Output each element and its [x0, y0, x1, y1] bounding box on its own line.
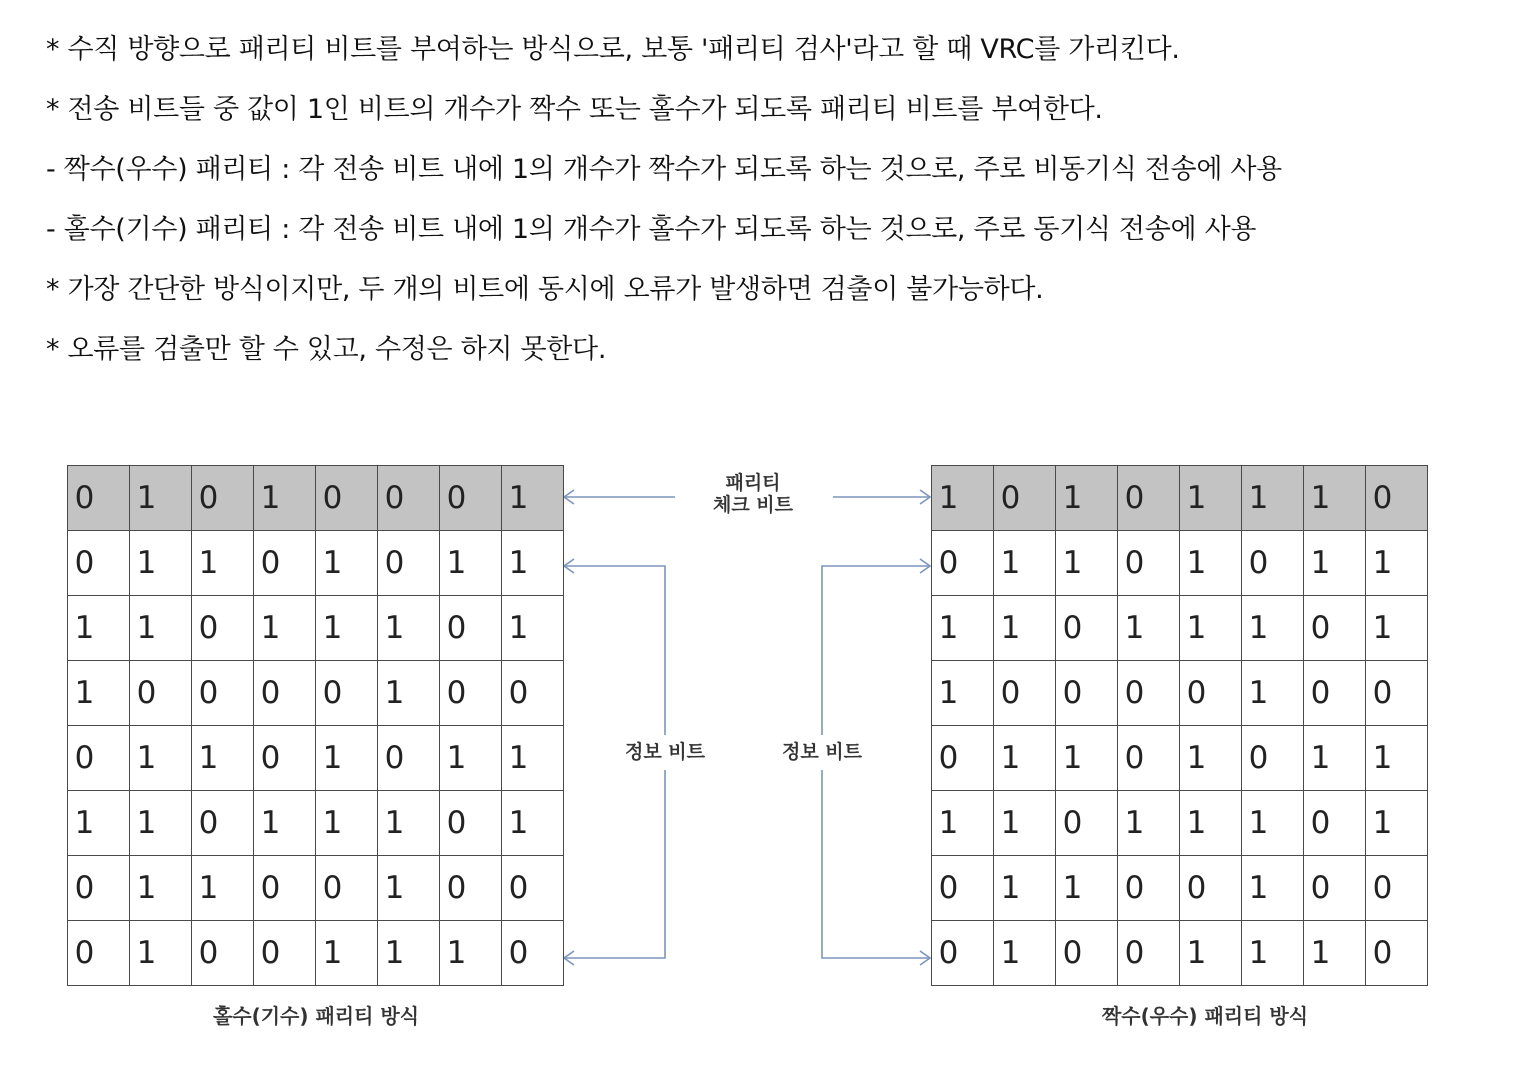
info-row [932, 791, 1428, 856]
info-row [932, 661, 1428, 726]
bit-cell: 0 [932, 726, 994, 791]
bit-cell: 1 [1242, 921, 1304, 986]
bit-cell: 1 [994, 921, 1056, 986]
bit-cell: 1 [254, 791, 316, 856]
info-row [932, 596, 1428, 661]
parity-check-bit-label [700, 472, 806, 516]
bit-cell: 0 [130, 661, 192, 726]
bit-cell: 1 [68, 791, 130, 856]
parity-label-line2: 체크 비트 [712, 494, 794, 516]
bit-cell: 1 [254, 596, 316, 661]
bit-cell: 1 [1118, 596, 1180, 661]
bit-cell: 1 [1056, 726, 1118, 791]
bit-cell: 1 [1304, 921, 1366, 986]
bit-cell: 0 [254, 726, 316, 791]
even-parity-caption: 짝수(우수) 패리티 방식 [1101, 1004, 1309, 1028]
bit-cell: 0 [378, 726, 440, 791]
bit-cell: 0 [1304, 791, 1366, 856]
bit-cell: 1 [378, 596, 440, 661]
bit-cell: 1 [130, 726, 192, 791]
bit-cell: 0 [192, 661, 254, 726]
info-row [68, 661, 564, 726]
bit-cell: 1 [1180, 531, 1242, 596]
note-line: * 오류를 검출만 할 수 있고, 수정은 하지 못한다. [46, 334, 607, 365]
bit-cell: 1 [378, 661, 440, 726]
bit-cell: 1 [1366, 726, 1428, 791]
bit-cell: 0 [254, 531, 316, 596]
info-row [68, 856, 564, 921]
bit-cell: 1 [1180, 726, 1242, 791]
bit-cell: 1 [502, 791, 564, 856]
bit-cell: 0 [1366, 466, 1428, 531]
bit-cell: 0 [68, 921, 130, 986]
bit-cell: 1 [1180, 791, 1242, 856]
bit-cell: 1 [1242, 596, 1304, 661]
bit-cell: 0 [994, 661, 1056, 726]
info-row [932, 856, 1428, 921]
bit-cell: 1 [502, 531, 564, 596]
bit-cell: 0 [440, 791, 502, 856]
bit-cell: 1 [994, 726, 1056, 791]
bit-cell: 1 [1180, 921, 1242, 986]
bit-cell: 0 [316, 856, 378, 921]
bit-cell: 1 [316, 726, 378, 791]
bit-cell: 1 [1180, 466, 1242, 531]
bit-cell: 1 [1118, 791, 1180, 856]
info-row [68, 531, 564, 596]
bit-cell: 1 [378, 791, 440, 856]
info-row [932, 726, 1428, 791]
odd-parity-caption: 홀수(기수) 패리티 방식 [212, 1004, 420, 1028]
bit-cell: 1 [1056, 856, 1118, 921]
bit-cell: 1 [1242, 791, 1304, 856]
bit-cell: 0 [1304, 596, 1366, 661]
bit-cell: 1 [440, 921, 502, 986]
info-row [68, 791, 564, 856]
bit-cell: 0 [316, 466, 378, 531]
odd-parity-table [67, 465, 564, 986]
info-row [68, 596, 564, 661]
bit-cell: 0 [192, 596, 254, 661]
info-bit-label-right: 정보 비트 [781, 741, 863, 763]
bit-cell: 0 [254, 661, 316, 726]
bit-cell: 1 [1242, 661, 1304, 726]
bit-cell: 0 [502, 921, 564, 986]
bit-cell: 0 [440, 466, 502, 531]
bit-cell: 0 [1118, 531, 1180, 596]
note-line: * 전송 비트들 중 값이 1인 비트의 개수가 짝수 또는 홀수가 되도록 패리티 비트를 부여한다. [46, 94, 1103, 125]
bit-cell: 1 [994, 596, 1056, 661]
bit-cell: 1 [378, 856, 440, 921]
bit-cell: 1 [1366, 791, 1428, 856]
bit-cell: 0 [932, 921, 994, 986]
bit-cell: 1 [316, 921, 378, 986]
bit-cell: 1 [130, 921, 192, 986]
bit-cell: 1 [994, 531, 1056, 596]
bit-cell: 0 [1242, 726, 1304, 791]
bit-cell: 0 [1366, 921, 1428, 986]
bit-cell: 0 [1366, 661, 1428, 726]
bit-cell: 1 [1242, 466, 1304, 531]
bit-cell: 0 [192, 791, 254, 856]
note-line: * 가장 간단한 방식이지만, 두 개의 비트에 동시에 오류가 발생하면 검출이 불가능하다. [46, 274, 1044, 305]
even-parity-table [931, 465, 1428, 986]
bit-cell: 1 [932, 596, 994, 661]
bit-cell: 1 [130, 531, 192, 596]
bit-cell: 0 [1118, 856, 1180, 921]
bit-cell: 1 [316, 791, 378, 856]
bit-cell: 0 [1242, 531, 1304, 596]
bit-cell: 1 [502, 466, 564, 531]
bit-cell: 1 [1180, 596, 1242, 661]
bit-cell: 1 [316, 531, 378, 596]
bit-cell: 0 [440, 856, 502, 921]
bit-cell: 1 [994, 856, 1056, 921]
bit-cell: 0 [68, 856, 130, 921]
bit-cell: 0 [1118, 661, 1180, 726]
parity-row [932, 466, 1428, 531]
bit-cell: 1 [130, 856, 192, 921]
bit-cell: 1 [1304, 726, 1366, 791]
info-row [932, 921, 1428, 986]
bit-cell: 0 [1118, 726, 1180, 791]
bit-cell: 0 [994, 466, 1056, 531]
info-row [68, 726, 564, 791]
bit-cell: 0 [68, 531, 130, 596]
bit-cell: 1 [994, 791, 1056, 856]
bit-cell: 1 [68, 661, 130, 726]
bit-cell: 0 [1056, 921, 1118, 986]
bit-cell: 1 [130, 596, 192, 661]
bit-cell: 0 [502, 856, 564, 921]
bit-cell: 0 [68, 726, 130, 791]
bit-cell: 1 [316, 596, 378, 661]
bit-cell: 0 [316, 661, 378, 726]
bit-cell: 0 [192, 466, 254, 531]
bit-cell: 0 [254, 921, 316, 986]
bit-cell: 1 [932, 661, 994, 726]
bit-cell: 0 [440, 596, 502, 661]
bit-cell: 1 [192, 531, 254, 596]
bit-cell: 1 [1366, 531, 1428, 596]
bit-cell: 1 [130, 466, 192, 531]
bit-cell: 1 [1304, 531, 1366, 596]
bit-cell: 1 [130, 791, 192, 856]
bit-cell: 1 [932, 791, 994, 856]
bit-cell: 0 [1180, 661, 1242, 726]
bit-cell: 0 [378, 466, 440, 531]
bit-cell: 0 [1180, 856, 1242, 921]
note-line: * 수직 방향으로 패리티 비트를 부여하는 방식으로, 보통 '패리티 검사'라고 할 때 VRC를 가리킨다. [46, 34, 1180, 65]
info-bit-label-left: 정보 비트 [624, 741, 706, 763]
note-line: - 홀수(기수) 패리티 : 각 전송 비트 내에 1의 개수가 홀수가 되도록 하는 것으로, 주로 동기식 전송에 사용 [46, 214, 1257, 245]
bit-cell: 1 [1242, 856, 1304, 921]
bit-cell: 1 [254, 466, 316, 531]
info-row [932, 531, 1428, 596]
bit-cell: 0 [254, 856, 316, 921]
bit-cell: 0 [1056, 596, 1118, 661]
bit-cell: 0 [378, 531, 440, 596]
parity-row [68, 466, 564, 531]
bit-cell: 1 [440, 726, 502, 791]
bit-cell: 0 [932, 531, 994, 596]
note-line: - 짝수(우수) 패리티 : 각 전송 비트 내에 1의 개수가 짝수가 되도록 하는 것으로, 주로 비동기식 전송에 사용 [46, 154, 1282, 185]
bit-cell: 1 [192, 726, 254, 791]
bit-cell: 0 [68, 466, 130, 531]
bit-cell: 0 [1056, 791, 1118, 856]
bit-cell: 0 [440, 661, 502, 726]
bit-cell: 0 [1118, 466, 1180, 531]
bit-cell: 0 [1304, 856, 1366, 921]
bit-cell: 1 [440, 531, 502, 596]
bit-cell: 1 [1056, 531, 1118, 596]
bit-cell: 1 [68, 596, 130, 661]
bit-cell: 0 [502, 661, 564, 726]
bit-cell: 0 [932, 856, 994, 921]
bit-cell: 0 [1056, 661, 1118, 726]
bit-cell: 0 [1304, 661, 1366, 726]
bit-cell: 1 [502, 596, 564, 661]
bit-cell: 1 [1056, 466, 1118, 531]
info-row [68, 921, 564, 986]
bit-cell: 0 [192, 921, 254, 986]
bit-cell: 1 [1366, 596, 1428, 661]
bit-cell: 0 [1118, 921, 1180, 986]
bit-cell: 1 [502, 726, 564, 791]
bit-cell: 1 [1304, 466, 1366, 531]
bit-cell: 1 [932, 466, 994, 531]
bit-cell: 1 [192, 856, 254, 921]
bit-cell: 1 [378, 921, 440, 986]
bit-cell: 0 [1366, 856, 1428, 921]
parity-label-line1: 패리티 [725, 472, 781, 494]
